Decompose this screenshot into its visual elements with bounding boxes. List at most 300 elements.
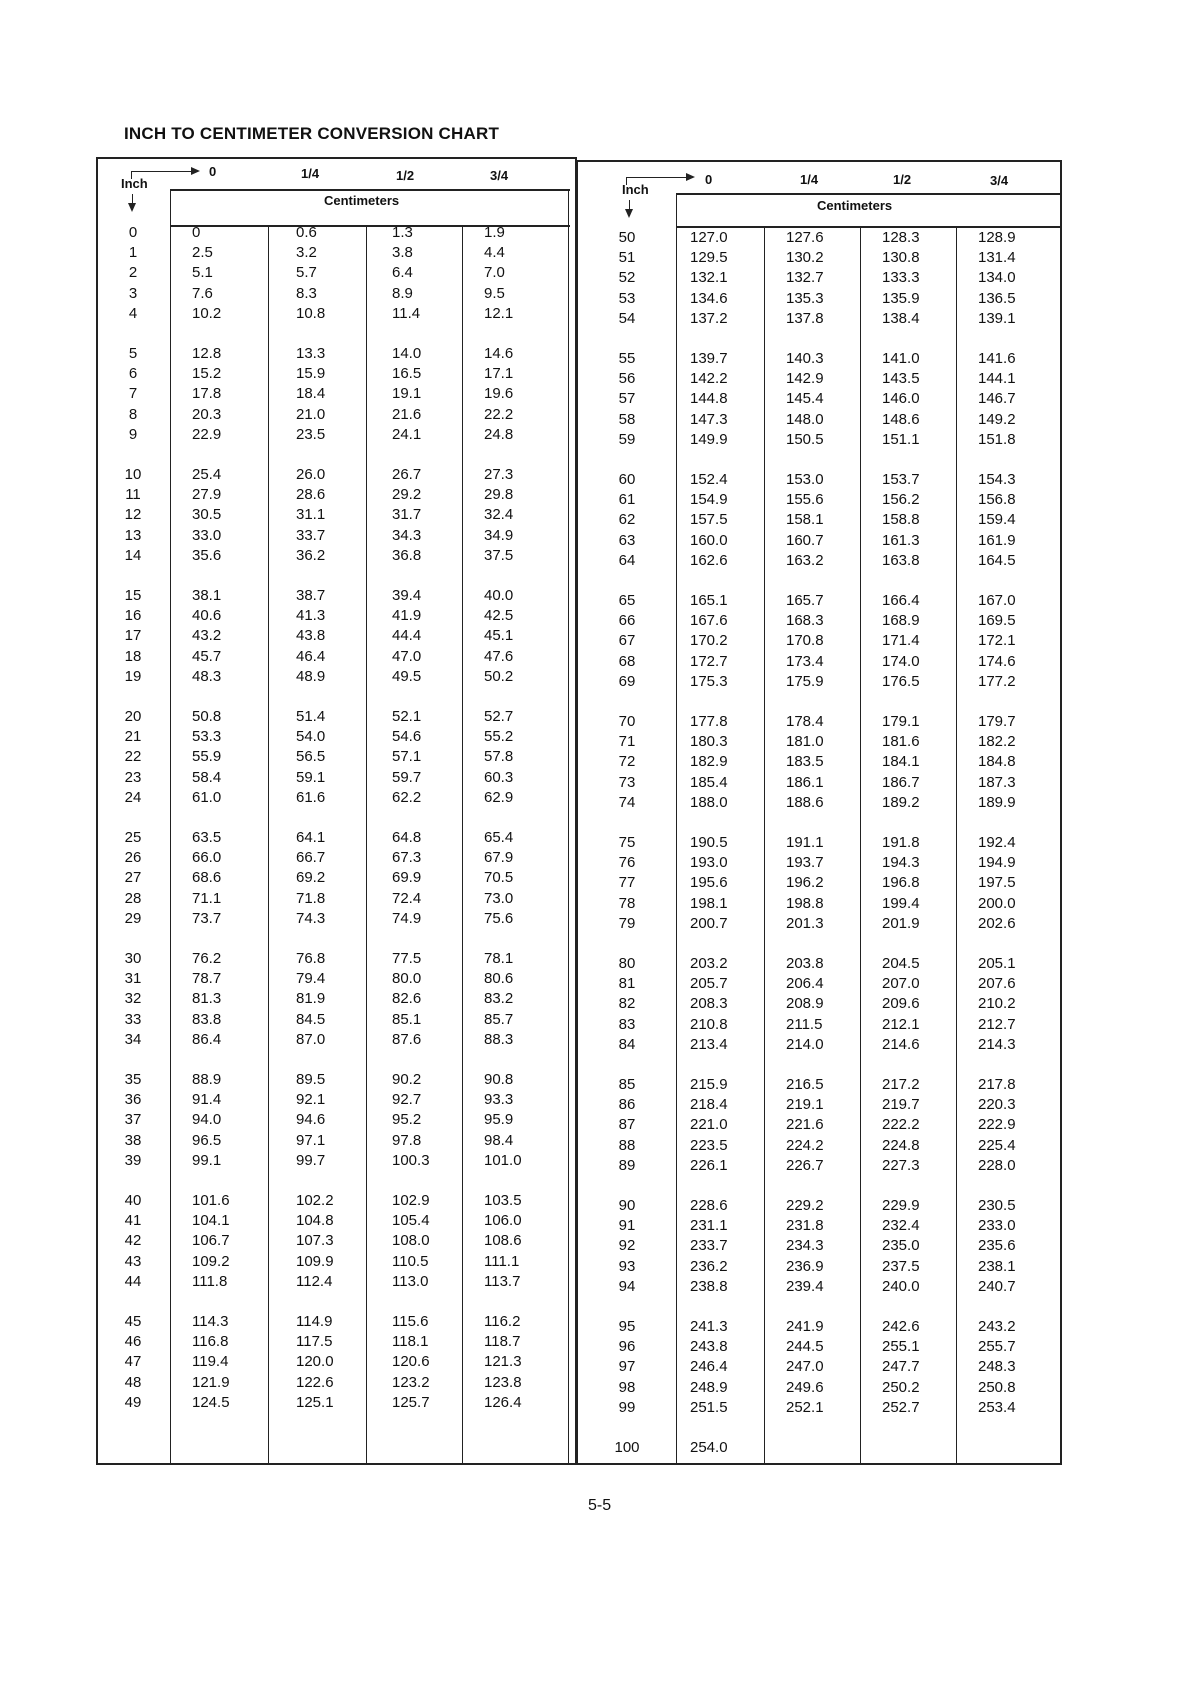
inch-value: 12	[124, 506, 142, 524]
cm-value: 103.5	[484, 1192, 522, 1209]
inch-value: 37	[124, 1111, 142, 1129]
cm-value: 128.9	[978, 229, 1016, 246]
cm-value: 24.8	[484, 425, 514, 443]
cm-value: 106.7	[192, 1232, 230, 1250]
inch-value: 82	[618, 995, 636, 1013]
cm-value: 152.4	[690, 471, 728, 488]
cm-value: 186.7	[882, 773, 920, 791]
cm-value: 37.5	[484, 546, 514, 564]
cm-value: 71.8	[296, 889, 326, 907]
cm-value: 214.0	[786, 1035, 824, 1053]
cm-value: 207.0	[882, 975, 920, 993]
cm-value: 241.9	[786, 1318, 824, 1335]
inch-value: 70	[618, 713, 636, 730]
cm-value: 177.8	[690, 713, 728, 730]
cm-value: 194.9	[978, 854, 1016, 872]
cm-value: 231.8	[786, 1217, 824, 1235]
cm-value: 167.6	[690, 612, 728, 630]
cm-value: 10.2	[192, 304, 222, 322]
cm-value: 241.3	[690, 1318, 728, 1335]
cm-value: 238.1	[978, 1257, 1016, 1275]
cm-value: 236.2	[690, 1257, 728, 1275]
cm-value: 32.4	[484, 506, 514, 524]
fraction-1-2: 1/2	[396, 168, 415, 183]
inch-value: 100	[614, 1439, 640, 1456]
cm-value: 34.3	[392, 526, 422, 544]
cm-value: 105.4	[392, 1212, 430, 1230]
cm-value: 161.3	[882, 531, 920, 549]
cm-value: 139.1	[978, 309, 1016, 327]
cm-value: 225.4	[978, 1136, 1016, 1154]
arrow-down-icon	[629, 200, 630, 216]
cm-value: 194.3	[882, 854, 920, 872]
cm-value: 160.0	[690, 531, 728, 549]
cm-value: 81.3	[192, 990, 222, 1008]
cm-value: 92.1	[296, 1091, 326, 1109]
inch-value: 6	[128, 365, 138, 383]
cm-value: 175.9	[786, 672, 824, 690]
cm-value: 142.2	[690, 370, 728, 388]
cm-value: 50.2	[484, 667, 514, 685]
cm-value: 77.5	[392, 950, 422, 967]
cm-value: 156.2	[882, 491, 920, 509]
cm-value: 78.1	[484, 950, 514, 967]
cm-value: 15.9	[296, 365, 326, 383]
cm-value: 250.2	[882, 1378, 920, 1396]
inch-value: 96	[618, 1338, 636, 1356]
cm-value: 192.4	[978, 834, 1016, 851]
cm-value: 218.4	[690, 1096, 728, 1114]
cm-value: 121.9	[192, 1373, 230, 1391]
inch-value: 8	[128, 405, 138, 423]
inch-value: 67	[618, 632, 636, 650]
cm-value: 75.6	[484, 909, 514, 927]
cm-value: 214.3	[978, 1035, 1016, 1053]
cm-value: 179.1	[882, 713, 920, 730]
inch-value: 51	[618, 249, 636, 267]
cm-value: 60.3	[484, 768, 514, 786]
cm-value: 174.6	[978, 652, 1016, 670]
inch-value: 53	[618, 289, 636, 307]
cm-value: 61.0	[192, 788, 222, 806]
cm-value: 144.1	[978, 370, 1016, 388]
cm-value: 224.2	[786, 1136, 824, 1154]
cm-value: 204.5	[882, 955, 920, 972]
cm-value: 123.2	[392, 1373, 430, 1391]
cm-value: 137.8	[786, 309, 824, 327]
cm-value: 143.5	[882, 370, 920, 388]
cm-value: 223.5	[690, 1136, 728, 1154]
cm-value: 134.0	[978, 269, 1016, 287]
cm-value: 200.0	[978, 894, 1016, 912]
cm-value: 88.3	[484, 1030, 514, 1048]
cm-value: 126.4	[484, 1393, 522, 1411]
inch-value: 36	[124, 1091, 142, 1109]
cm-value: 240.7	[978, 1277, 1016, 1295]
cm-value: 252.1	[786, 1398, 824, 1416]
cm-value: 104.1	[192, 1212, 230, 1230]
inch-value: 34	[124, 1030, 142, 1048]
cm-value: 1.3	[392, 224, 413, 241]
cm-value: 43.8	[296, 627, 326, 645]
inch-value: 97	[618, 1358, 636, 1376]
cm-value: 193.0	[690, 854, 728, 872]
cm-value: 163.8	[882, 551, 920, 569]
inch-value: 77	[618, 874, 636, 892]
cm-value: 113.0	[392, 1272, 429, 1290]
cm-value: 90.8	[484, 1071, 514, 1088]
inch-value: 71	[618, 733, 636, 751]
inch-value: 60	[618, 471, 636, 488]
inch-value: 25	[124, 829, 142, 846]
cm-value: 78.7	[192, 970, 222, 988]
cm-value: 92.7	[392, 1091, 422, 1109]
cm-value: 148.0	[786, 410, 824, 428]
cm-value: 18.4	[296, 385, 326, 403]
cm-value: 71.1	[192, 889, 222, 907]
cm-value: 84.5	[296, 1010, 326, 1028]
inch-value: 10	[124, 466, 142, 483]
cm-value: 17.1	[484, 365, 514, 383]
fraction-3-4: 3/4	[490, 168, 509, 183]
cm-value: 191.8	[882, 834, 920, 851]
cm-value: 23.5	[296, 425, 326, 443]
cm-value: 153.0	[786, 471, 824, 488]
cm-value: 171.4	[882, 632, 920, 650]
cm-value: 114.9	[296, 1313, 333, 1330]
cm-value: 122.6	[296, 1373, 334, 1391]
cm-value: 52.1	[392, 708, 422, 725]
inch-value: 69	[618, 672, 636, 690]
cm-value: 217.8	[978, 1076, 1016, 1093]
cm-value: 255.7	[978, 1338, 1016, 1356]
inch-value: 61	[618, 491, 636, 509]
cm-value: 200.7	[690, 914, 728, 932]
inch-value: 87	[618, 1116, 636, 1134]
inch-value: 85	[618, 1076, 636, 1093]
cm-value: 123.8	[484, 1373, 522, 1391]
cm-value: 24.1	[392, 425, 422, 443]
inch-value: 15	[124, 587, 142, 604]
cm-value: 48.3	[192, 667, 222, 685]
cm-value: 8.3	[296, 284, 317, 302]
inch-value: 43	[124, 1252, 142, 1270]
header-rule	[676, 226, 1061, 228]
cm-value: 7.6	[192, 284, 213, 302]
cm-value: 168.9	[882, 612, 920, 630]
cm-value: 249.6	[786, 1378, 824, 1396]
cm-value: 140.3	[786, 350, 824, 367]
cm-value: 177.2	[978, 672, 1016, 690]
cm-value: 149.2	[978, 410, 1016, 428]
cm-value: 83.8	[192, 1010, 222, 1028]
cm-value: 107.3	[296, 1232, 334, 1250]
cm-value: 167.0	[978, 592, 1016, 609]
cm-value: 33.0	[192, 526, 222, 544]
cm-value: 64.1	[296, 829, 326, 846]
arrow-down-icon	[132, 194, 133, 210]
cm-value: 13.3	[296, 345, 326, 362]
cm-value: 247.0	[786, 1358, 824, 1376]
header-rule	[170, 225, 570, 227]
column-divider	[170, 189, 171, 1465]
inch-value: 48	[124, 1373, 142, 1391]
inch-value: 98	[618, 1378, 636, 1396]
cm-value: 14.6	[484, 345, 514, 362]
fraction-0: 0	[705, 172, 713, 187]
cm-value: 155.6	[786, 491, 824, 509]
arrow-right-icon	[626, 177, 693, 178]
cm-value: 72.4	[392, 889, 422, 907]
cm-value: 111.1	[484, 1252, 520, 1270]
cm-value: 15.2	[192, 365, 222, 383]
cm-value: 36.8	[392, 546, 422, 564]
cm-value: 46.4	[296, 647, 326, 665]
cm-value: 141.0	[882, 350, 920, 367]
inch-value: 79	[618, 914, 636, 932]
cm-value: 187.3	[978, 773, 1016, 791]
cm-value: 16.5	[392, 365, 422, 383]
inch-value: 64	[618, 551, 636, 569]
cm-value: 166.4	[882, 592, 920, 609]
cm-value: 8.9	[392, 284, 413, 302]
inch-value: 30	[124, 950, 142, 967]
cm-value: 255.1	[882, 1338, 920, 1356]
inch-value: 49	[124, 1393, 142, 1411]
cm-value: 161.9	[978, 531, 1016, 549]
cm-value: 85.1	[392, 1010, 422, 1028]
cm-value: 45.7	[192, 647, 222, 665]
cm-value: 183.5	[786, 753, 824, 771]
cm-value: 54.0	[296, 728, 326, 746]
cm-value: 80.0	[392, 970, 422, 988]
cm-value: 90.2	[392, 1071, 422, 1088]
inch-value: 26	[124, 849, 142, 867]
cm-value: 21.0	[296, 405, 326, 423]
cm-value: 17.8	[192, 385, 222, 403]
cm-value: 160.7	[786, 531, 824, 549]
cm-value: 26.0	[296, 466, 326, 483]
inch-value: 95	[618, 1318, 636, 1335]
cm-value: 146.0	[882, 390, 920, 408]
cm-value: 235.0	[882, 1237, 920, 1255]
cm-value: 193.7	[786, 854, 824, 872]
cm-value: 224.8	[882, 1136, 920, 1154]
cm-value: 36.2	[296, 546, 326, 564]
cm-value: 132.7	[786, 269, 824, 287]
inch-value: 2	[128, 264, 138, 282]
cm-value: 2.5	[192, 244, 213, 262]
inch-value: 90	[618, 1197, 636, 1214]
cm-value: 113.7	[484, 1272, 521, 1290]
cm-value: 56.5	[296, 748, 326, 766]
cm-value: 125.1	[296, 1393, 334, 1411]
cm-value: 82.6	[392, 990, 422, 1008]
cm-value: 115.6	[392, 1313, 429, 1330]
cm-value: 226.1	[690, 1156, 728, 1174]
cm-value: 10.8	[296, 304, 326, 322]
cm-value: 188.6	[786, 793, 824, 811]
cm-value: 110.5	[392, 1252, 429, 1270]
inch-value: 9	[128, 425, 138, 443]
cm-value: 210.8	[690, 1015, 728, 1033]
cm-value: 76.8	[296, 950, 326, 967]
cm-value: 54.6	[392, 728, 422, 746]
cm-value: 125.7	[392, 1393, 430, 1411]
cm-value: 20.3	[192, 405, 222, 423]
cm-value: 185.4	[690, 773, 728, 791]
cm-value: 50.8	[192, 708, 222, 725]
inch-value: 94	[618, 1277, 636, 1295]
cm-value: 108.0	[392, 1232, 430, 1250]
cm-value: 239.4	[786, 1277, 824, 1295]
cm-value: 73.7	[192, 909, 222, 927]
cm-value: 42.5	[484, 607, 514, 625]
cm-value: 139.7	[690, 350, 728, 367]
cm-value: 66.0	[192, 849, 222, 867]
cm-value: 130.8	[882, 249, 920, 267]
cm-value: 53.3	[192, 728, 222, 746]
cm-value: 142.9	[786, 370, 824, 388]
cm-value: 87.0	[296, 1030, 326, 1048]
cm-value: 109.9	[296, 1252, 334, 1270]
inch-value: 24	[124, 788, 142, 806]
cm-value: 39.4	[392, 587, 422, 604]
cm-value: 41.9	[392, 607, 422, 625]
inch-value: 81	[618, 975, 636, 993]
cm-value: 3.2	[296, 244, 317, 262]
inch-value: 19	[124, 667, 142, 685]
cm-value: 80.6	[484, 970, 514, 988]
cm-value: 119.4	[192, 1353, 229, 1371]
cm-value: 1.9	[484, 224, 505, 241]
cm-value: 88.9	[192, 1071, 222, 1088]
cm-value: 221.0	[690, 1116, 728, 1134]
cm-value: 99.7	[296, 1151, 326, 1169]
cm-value: 55.9	[192, 748, 222, 766]
inch-value: 4	[128, 304, 138, 322]
cm-value: 215.9	[690, 1076, 728, 1093]
cm-value: 74.3	[296, 909, 326, 927]
cm-value: 128.3	[882, 229, 920, 246]
cm-value: 188.0	[690, 793, 728, 811]
cm-value: 175.3	[690, 672, 728, 690]
cm-value: 231.1	[690, 1217, 728, 1235]
inch-value: 13	[124, 526, 142, 544]
inch-value: 68	[618, 652, 636, 670]
inch-value: 73	[618, 773, 636, 791]
cm-value: 51.4	[296, 708, 326, 725]
cm-value: 97.8	[392, 1131, 422, 1149]
cm-value: 3.8	[392, 244, 413, 262]
cm-value: 116.8	[192, 1333, 229, 1351]
inch-value: 41	[124, 1212, 142, 1230]
cm-value: 211.5	[786, 1015, 823, 1033]
cm-value: 189.9	[978, 793, 1016, 811]
inch-value: 38	[124, 1131, 142, 1149]
inch-value: 84	[618, 1035, 636, 1053]
cm-value: 22.9	[192, 425, 222, 443]
fraction-0: 0	[209, 164, 217, 179]
cm-value: 210.2	[978, 995, 1016, 1013]
cm-value: 62.2	[392, 788, 422, 806]
cm-value: 212.1	[882, 1015, 920, 1033]
column-divider	[366, 225, 367, 1465]
cm-value: 159.4	[978, 511, 1016, 529]
inch-value: 56	[618, 370, 636, 388]
cm-value: 190.5	[690, 834, 728, 851]
inch-value: 55	[618, 350, 636, 367]
cm-value: 197.5	[978, 874, 1016, 892]
cm-value: 170.8	[786, 632, 824, 650]
inch-value: 54	[618, 309, 636, 327]
cm-value: 178.4	[786, 713, 824, 730]
cm-value: 156.8	[978, 491, 1016, 509]
cm-value: 101.0	[484, 1151, 522, 1169]
cm-value: 202.6	[978, 914, 1016, 932]
cm-value: 205.7	[690, 975, 728, 993]
cm-value: 91.4	[192, 1091, 222, 1109]
inch-value: 52	[618, 269, 636, 287]
inch-value: 40	[124, 1192, 142, 1209]
cm-value: 150.5	[786, 430, 824, 448]
cm-value: 35.6	[192, 546, 222, 564]
inch-value: 59	[618, 430, 636, 448]
inch-value: 88	[618, 1136, 636, 1154]
cm-value: 216.5	[786, 1076, 824, 1093]
cm-value: 228.0	[978, 1156, 1016, 1174]
cm-value: 100.3	[392, 1151, 430, 1169]
cm-value: 31.7	[392, 506, 422, 524]
cm-value: 208.3	[690, 995, 728, 1013]
cm-value: 94.0	[192, 1111, 222, 1129]
cm-value: 64.8	[392, 829, 422, 846]
inch-value: 46	[124, 1333, 142, 1351]
cm-value: 169.5	[978, 612, 1016, 630]
cm-value: 79.4	[296, 970, 326, 988]
inch-value: 62	[618, 511, 636, 529]
cm-value: 237.5	[882, 1257, 920, 1275]
cm-value: 28.6	[296, 486, 326, 504]
cm-value: 144.8	[690, 390, 728, 408]
cm-value: 189.2	[882, 793, 920, 811]
cm-value: 182.2	[978, 733, 1016, 751]
cm-value: 248.9	[690, 1378, 728, 1396]
cm-value: 31.1	[296, 506, 326, 524]
cm-value: 147.3	[690, 410, 728, 428]
inch-value: 99	[618, 1398, 636, 1416]
cm-value: 132.1	[690, 269, 728, 287]
cm-value: 149.9	[690, 430, 728, 448]
cm-value: 73.0	[484, 889, 514, 907]
cm-value: 98.4	[484, 1131, 514, 1149]
cm-value: 250.8	[978, 1378, 1016, 1396]
cm-value: 228.6	[690, 1197, 728, 1214]
cm-value: 217.2	[882, 1076, 920, 1093]
cm-value: 129.5	[690, 249, 728, 267]
cm-value: 203.2	[690, 955, 728, 972]
cm-value: 41.3	[296, 607, 326, 625]
inch-value: 89	[618, 1156, 636, 1174]
inch-value: 0	[128, 224, 138, 241]
cm-value: 83.2	[484, 990, 514, 1008]
cm-value: 233.7	[690, 1237, 728, 1255]
cm-value: 182.9	[690, 753, 728, 771]
cm-value: 154.3	[978, 471, 1016, 488]
cm-value: 135.3	[786, 289, 824, 307]
cm-value: 181.0	[786, 733, 824, 751]
cm-value: 30.5	[192, 506, 222, 524]
